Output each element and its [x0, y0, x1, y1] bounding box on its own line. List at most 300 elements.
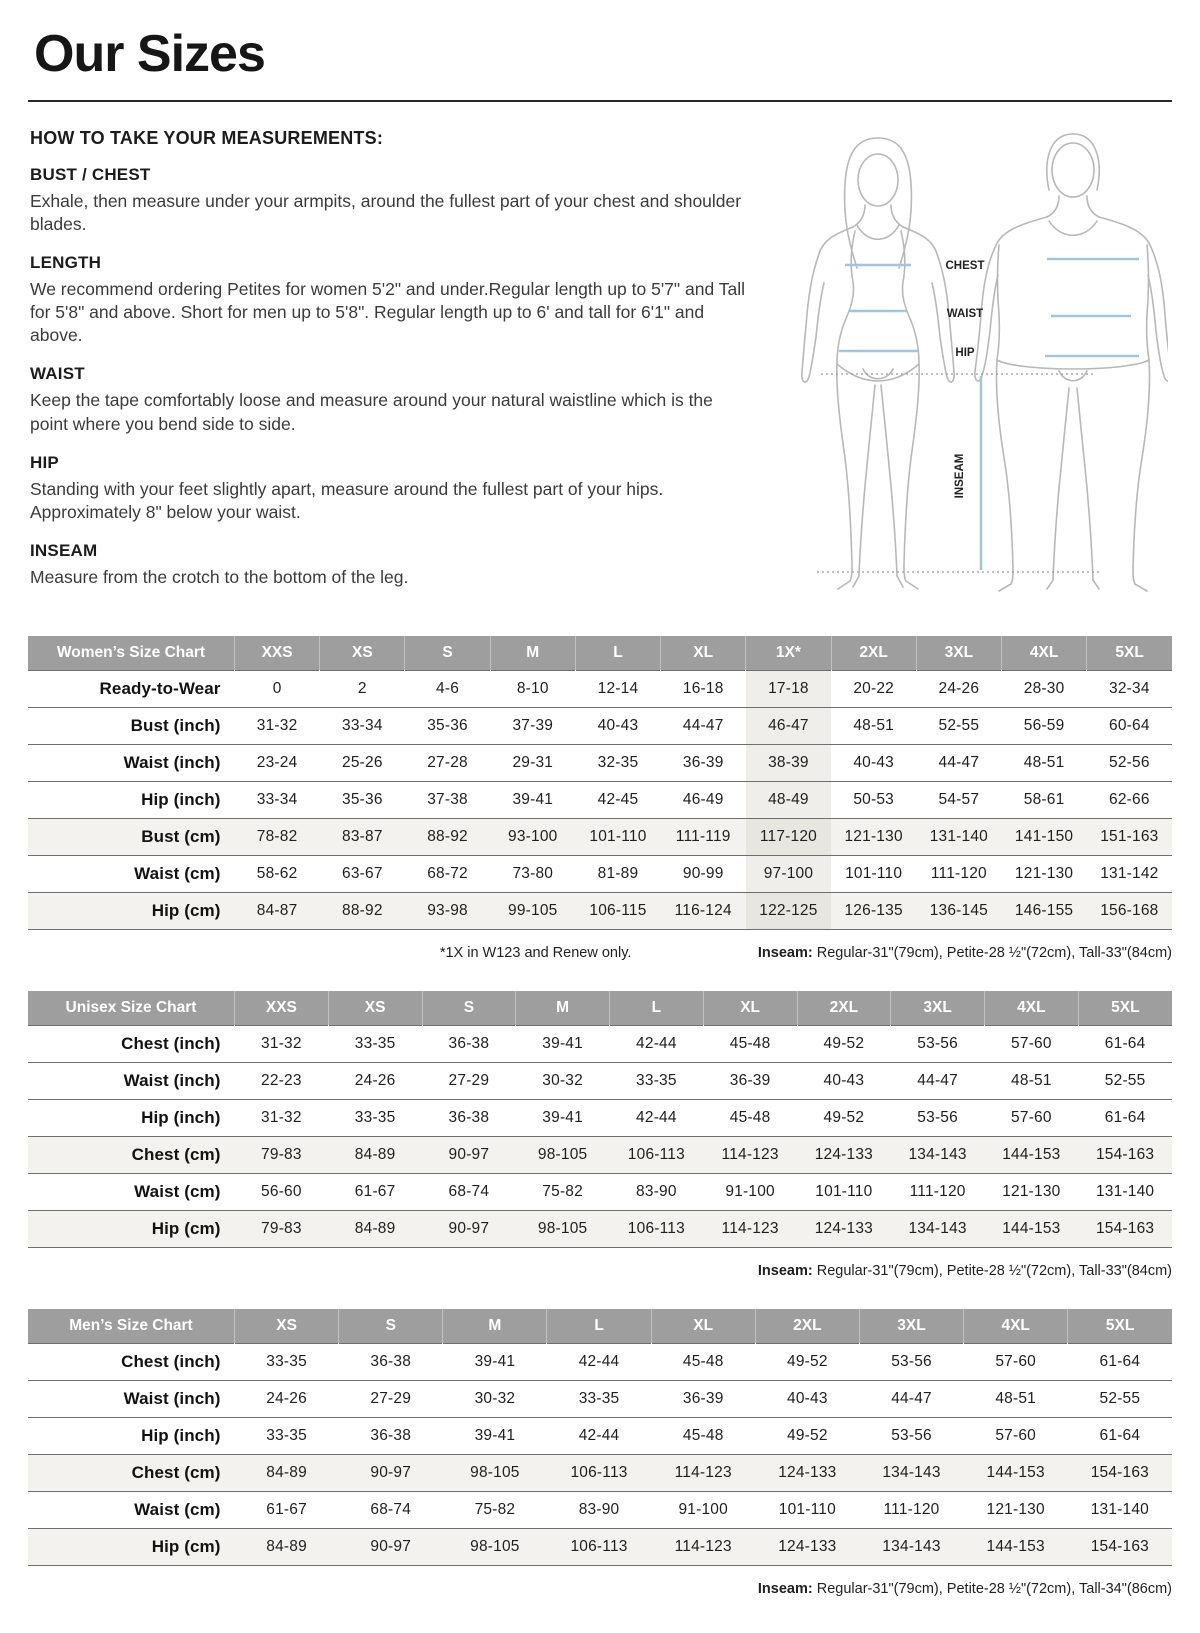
size-table-title: Unisex Size Chart — [28, 991, 235, 1026]
size-cell: 106-113 — [547, 1454, 651, 1491]
size-cell: 62-66 — [1087, 781, 1172, 818]
size-row-label: Hip (cm) — [28, 892, 235, 929]
size-cell: 53-56 — [891, 1025, 985, 1062]
size-column-header: 2XL — [831, 636, 916, 671]
size-cell: 63-67 — [320, 855, 405, 892]
size-cell: 33-35 — [328, 1025, 422, 1062]
size-cell: 124-133 — [797, 1210, 891, 1247]
size-cell: 111-120 — [859, 1491, 963, 1528]
size-cell: 44-47 — [661, 707, 746, 744]
size-cell: 44-47 — [859, 1380, 963, 1417]
size-cell: 144-153 — [964, 1454, 1068, 1491]
size-cell: 121-130 — [985, 1173, 1079, 1210]
mens-footnotes — [28, 1581, 1172, 1597]
size-row-label: Bust (cm) — [28, 818, 235, 855]
size-row-label: Hip (cm) — [28, 1528, 235, 1565]
size-column-header: L — [610, 991, 704, 1026]
instruction-section-text: Keep the tape comfortably loose and measure around your natural waistline which is the point where you bend side to side. — [30, 390, 713, 434]
size-cell: 144-153 — [985, 1136, 1079, 1173]
size-column-header: XL — [661, 636, 746, 671]
inseam-footnote-label: Inseam: — [757, 1262, 813, 1279]
waist-label: WAIST — [946, 308, 983, 320]
size-cell: 30-32 — [443, 1380, 547, 1417]
size-cell: 58-61 — [1001, 781, 1086, 818]
inseam-footnote-text: Regular-31"(79cm), Petite-28 ½"(72cm), Tall-34"(86cm) — [812, 1580, 1172, 1597]
size-column-header: 5XL — [1078, 991, 1172, 1026]
instruction-section — [30, 541, 788, 589]
size-cell: 12-14 — [575, 670, 660, 707]
size-cell: 83-90 — [547, 1491, 651, 1528]
inseam-footnote-text: Regular-31"(79cm), Petite-28 ½"(72cm), Tall-33"(84cm) — [812, 944, 1172, 961]
size-cell: 68-72 — [405, 855, 490, 892]
size-row-label: Hip (inch) — [28, 781, 235, 818]
figure-outlines — [801, 134, 1167, 591]
size-cell: 81-89 — [575, 855, 660, 892]
hip-label: HIP — [954, 347, 975, 359]
size-cell: 40-43 — [797, 1062, 891, 1099]
size-cell: 52-55 — [1078, 1062, 1172, 1099]
size-column-header: 4XL — [985, 991, 1079, 1026]
size-cell: 111-120 — [916, 855, 1001, 892]
size-cell: 84-89 — [235, 1454, 339, 1491]
size-column-header: L — [575, 636, 660, 671]
size-cell: 33-34 — [235, 781, 320, 818]
size-cell: 75-82 — [443, 1491, 547, 1528]
size-cell: 42-44 — [610, 1099, 704, 1136]
size-cell: 84-87 — [235, 892, 320, 929]
unisex-size-table — [28, 991, 1172, 1248]
size-column-header: XL — [651, 1309, 755, 1344]
instruction-section — [30, 253, 788, 347]
size-cell: 146-155 — [1001, 892, 1086, 929]
inseam-footnote-label: Inseam: — [757, 944, 813, 961]
size-cell: 73-80 — [490, 855, 575, 892]
size-column-header: 4XL — [964, 1309, 1068, 1344]
size-cell: 106-113 — [547, 1528, 651, 1565]
size-table-header-row — [28, 636, 1172, 671]
size-cell: 27-29 — [422, 1062, 516, 1099]
size-cell: 61-67 — [328, 1173, 422, 1210]
size-table-row — [28, 707, 1172, 744]
size-cell: 24-26 — [328, 1062, 422, 1099]
size-table-row — [28, 1099, 1172, 1136]
size-cell: 56-59 — [1001, 707, 1086, 744]
size-cell: 116-124 — [661, 892, 746, 929]
measurement-guide — [28, 126, 1172, 606]
instruction-section-label: HIP — [30, 452, 59, 472]
size-column-header: 4XL — [1001, 636, 1086, 671]
size-cell: 52-56 — [1087, 744, 1172, 781]
page-title: Our Sizes — [34, 25, 265, 83]
size-table-row — [28, 1343, 1172, 1380]
size-cell: 61-64 — [1078, 1025, 1172, 1062]
size-table-header-row — [28, 991, 1172, 1026]
size-cell: 134-143 — [859, 1454, 963, 1491]
size-cell: 44-47 — [891, 1062, 985, 1099]
size-cell: 40-43 — [755, 1380, 859, 1417]
size-cell: 37-38 — [405, 781, 490, 818]
size-cell: 124-133 — [755, 1528, 859, 1565]
size-cell: 144-153 — [964, 1528, 1068, 1565]
size-row-label: Ready-to-Wear — [28, 670, 235, 707]
instruction-section-text: Measure from the crotch to the bottom of the leg. — [30, 566, 409, 587]
instruction-section-label: BUST / CHEST — [30, 165, 151, 184]
size-cell: 24-26 — [916, 670, 1001, 707]
size-cell: 131-140 — [1078, 1173, 1172, 1210]
womens-size-chart-section — [28, 636, 1172, 961]
size-column-header: S — [422, 991, 516, 1026]
size-column-header: L — [547, 1309, 651, 1344]
size-cell: 106-113 — [610, 1210, 704, 1247]
size-table-row — [28, 1136, 1172, 1173]
size-cell: 0 — [235, 670, 320, 707]
size-cell: 4-6 — [405, 670, 490, 707]
mens-inseam-footnote — [758, 1581, 1172, 1597]
size-cell: 36-38 — [339, 1417, 443, 1454]
size-table-title: Men’s Size Chart — [28, 1309, 235, 1344]
size-table-row — [28, 1062, 1172, 1099]
size-cell: 101-110 — [755, 1491, 859, 1528]
instruction-section-label: INSEAM — [30, 540, 98, 560]
size-cell: 136-145 — [916, 892, 1001, 929]
size-cell: 24-26 — [235, 1380, 339, 1417]
size-row-label: Hip (inch) — [28, 1417, 235, 1454]
size-cell: 57-60 — [964, 1417, 1068, 1454]
size-column-header: XS — [320, 636, 405, 671]
size-cell: 39-41 — [443, 1417, 547, 1454]
size-cell: 36-38 — [422, 1025, 516, 1062]
size-row-label: Chest (inch) — [28, 1025, 235, 1062]
size-cell: 48-49 — [746, 781, 831, 818]
size-table-row — [28, 1173, 1172, 1210]
size-cell: 49-52 — [755, 1417, 859, 1454]
size-cell: 33-35 — [547, 1380, 651, 1417]
size-cell: 2 — [320, 670, 405, 707]
size-cell: 111-119 — [661, 818, 746, 855]
size-cell: 48-51 — [831, 707, 916, 744]
size-table-row — [28, 744, 1172, 781]
size-cell: 61-64 — [1078, 1099, 1172, 1136]
size-cell: 39-41 — [490, 781, 575, 818]
size-cell: 84-89 — [328, 1210, 422, 1247]
size-cell: 48-51 — [985, 1062, 1079, 1099]
size-cell: 90-97 — [422, 1136, 516, 1173]
size-cell: 53-56 — [859, 1417, 963, 1454]
size-cell: 97-100 — [746, 855, 831, 892]
size-column-header: 3XL — [916, 636, 1001, 671]
size-cell: 53-56 — [891, 1099, 985, 1136]
chest-label: CHEST — [945, 260, 984, 272]
size-cell: 49-52 — [797, 1099, 891, 1136]
womens-size-table — [28, 636, 1172, 930]
size-cell: 20-22 — [831, 670, 916, 707]
title-divider — [28, 100, 1172, 102]
size-cell: 144-153 — [985, 1210, 1079, 1247]
size-cell: 88-92 — [320, 892, 405, 929]
size-cell: 88-92 — [405, 818, 490, 855]
size-table-row — [28, 892, 1172, 929]
size-cell: 83-90 — [610, 1173, 704, 1210]
size-cell: 52-55 — [1068, 1380, 1172, 1417]
womens-1x-footnote: *1X in W123 and Renew only. — [439, 944, 632, 961]
size-cell: 61-67 — [235, 1491, 339, 1528]
size-cell: 99-105 — [490, 892, 575, 929]
size-cell: 124-133 — [797, 1136, 891, 1173]
instruction-section-text: Exhale, then measure under your armpits, around the fullest part of your chest and shoulder blades. — [30, 191, 742, 235]
size-cell: 36-38 — [339, 1343, 443, 1380]
size-cell: 40-43 — [831, 744, 916, 781]
size-cell: 106-113 — [610, 1136, 704, 1173]
size-cell: 39-41 — [516, 1099, 610, 1136]
size-column-header: XL — [703, 991, 797, 1026]
size-table-row — [28, 1025, 1172, 1062]
size-cell: 114-123 — [651, 1528, 755, 1565]
size-cell: 57-60 — [985, 1025, 1079, 1062]
size-cell: 121-130 — [1001, 855, 1086, 892]
size-cell: 154-163 — [1078, 1136, 1172, 1173]
size-row-label: Chest (cm) — [28, 1454, 235, 1491]
size-cell: 84-89 — [235, 1528, 339, 1565]
size-cell: 22-23 — [235, 1062, 329, 1099]
unisex-footnotes — [28, 1263, 1172, 1279]
size-cell: 134-143 — [859, 1528, 963, 1565]
size-cell: 38-39 — [746, 744, 831, 781]
size-column-header: M — [443, 1309, 547, 1344]
size-cell: 154-163 — [1068, 1528, 1172, 1565]
size-cell: 36-38 — [422, 1099, 516, 1136]
size-cell: 57-60 — [985, 1099, 1079, 1136]
size-row-label: Chest (inch) — [28, 1343, 235, 1380]
size-table-row — [28, 1528, 1172, 1565]
size-column-header: S — [339, 1309, 443, 1344]
instruction-sections — [28, 165, 788, 589]
size-column-header: 3XL — [859, 1309, 963, 1344]
size-cell: 98-105 — [516, 1210, 610, 1247]
size-cell: 57-60 — [964, 1343, 1068, 1380]
size-cell: 30-32 — [516, 1062, 610, 1099]
size-column-header: XXS — [235, 991, 329, 1026]
size-cell: 39-41 — [443, 1343, 547, 1380]
size-cell: 37-39 — [490, 707, 575, 744]
size-cell: 141-150 — [1001, 818, 1086, 855]
size-cell: 45-48 — [651, 1343, 755, 1380]
size-row-label: Waist (cm) — [28, 1491, 235, 1528]
size-column-header: XS — [235, 1309, 339, 1344]
inseam-footnote-text: Regular-31"(79cm), Petite-28 ½"(72cm), Tall-33"(84cm) — [812, 1262, 1172, 1279]
size-cell: 25-26 — [320, 744, 405, 781]
male-face-outline — [1052, 143, 1094, 197]
size-cell: 114-123 — [703, 1136, 797, 1173]
female-hair-outline — [844, 138, 911, 268]
size-cell: 79-83 — [235, 1136, 329, 1173]
size-cell: 49-52 — [797, 1025, 891, 1062]
womens-inseam-footnote — [758, 945, 1172, 961]
size-cell: 114-123 — [651, 1454, 755, 1491]
size-cell: 101-110 — [797, 1173, 891, 1210]
size-cell: 126-135 — [831, 892, 916, 929]
size-cell: 90-99 — [661, 855, 746, 892]
size-cell: 56-60 — [235, 1173, 329, 1210]
size-cell: 121-130 — [964, 1491, 1068, 1528]
size-cell: 27-29 — [339, 1380, 443, 1417]
instruction-section-text: Standing with your feet slightly apart, measure around the fullest part of your hips. Approximately 8" below your waist. — [30, 478, 664, 522]
size-table-row — [28, 1454, 1172, 1491]
size-cell: 36-39 — [661, 744, 746, 781]
size-row-label: Chest (cm) — [28, 1136, 235, 1173]
size-table-row — [28, 670, 1172, 707]
size-cell: 68-74 — [339, 1491, 443, 1528]
size-cell: 79-83 — [235, 1210, 329, 1247]
size-column-header: M — [516, 991, 610, 1026]
size-cell: 131-142 — [1087, 855, 1172, 892]
size-cell: 58-62 — [235, 855, 320, 892]
size-table-row — [28, 818, 1172, 855]
size-cell: 98-105 — [443, 1454, 547, 1491]
size-column-header: 1X* — [746, 636, 831, 671]
size-table-row — [28, 1380, 1172, 1417]
size-cell: 33-35 — [235, 1417, 339, 1454]
size-table-title: Women’s Size Chart — [28, 636, 235, 671]
size-cell: 54-57 — [916, 781, 1001, 818]
size-cell: 17-18 — [746, 670, 831, 707]
size-cell: 52-55 — [916, 707, 1001, 744]
size-row-label: Waist (inch) — [28, 1062, 235, 1099]
size-cell: 46-49 — [661, 781, 746, 818]
size-cell: 46-47 — [746, 707, 831, 744]
size-cell: 27-28 — [405, 744, 490, 781]
size-cell: 154-163 — [1068, 1454, 1172, 1491]
size-cell: 93-100 — [490, 818, 575, 855]
size-table-row — [28, 1210, 1172, 1247]
instruction-section-label: LENGTH — [30, 253, 102, 273]
size-row-label: Hip (inch) — [28, 1099, 235, 1136]
size-cell: 90-97 — [339, 1454, 443, 1491]
size-row-label: Waist (inch) — [28, 744, 235, 781]
size-cell: 32-34 — [1087, 670, 1172, 707]
size-cell: 106-115 — [575, 892, 660, 929]
size-cell: 53-56 — [859, 1343, 963, 1380]
size-cell: 31-32 — [235, 707, 320, 744]
size-cell: 156-168 — [1087, 892, 1172, 929]
size-cell: 91-100 — [703, 1173, 797, 1210]
size-cell: 35-36 — [320, 781, 405, 818]
size-cell: 16-18 — [661, 670, 746, 707]
size-cell: 33-35 — [235, 1343, 339, 1380]
size-table-row — [28, 855, 1172, 892]
size-cell: 45-48 — [703, 1025, 797, 1062]
size-cell: 134-143 — [891, 1136, 985, 1173]
size-cell: 42-44 — [547, 1417, 651, 1454]
size-cell: 45-48 — [651, 1417, 755, 1454]
size-cell: 114-123 — [703, 1210, 797, 1247]
size-cell: 33-35 — [610, 1062, 704, 1099]
unisex-size-chart-section — [28, 991, 1172, 1279]
size-column-header: 3XL — [891, 991, 985, 1026]
size-column-header: XXS — [235, 636, 320, 671]
size-cell: 8-10 — [490, 670, 575, 707]
size-column-header: 5XL — [1087, 636, 1172, 671]
size-cell: 48-51 — [1001, 744, 1086, 781]
size-cell: 68-74 — [422, 1173, 516, 1210]
size-row-label: Waist (inch) — [28, 1380, 235, 1417]
size-cell: 101-110 — [831, 855, 916, 892]
size-cell: 36-39 — [651, 1380, 755, 1417]
size-cell: 111-120 — [891, 1173, 985, 1210]
instruction-section — [30, 364, 788, 435]
size-cell: 42-44 — [610, 1025, 704, 1062]
size-cell: 84-89 — [328, 1136, 422, 1173]
size-cell: 29-31 — [490, 744, 575, 781]
instruction-section-label: WAIST — [30, 364, 85, 384]
size-table-header-row — [28, 1309, 1172, 1344]
unisex-inseam-footnote — [758, 1263, 1172, 1279]
size-cell: 154-163 — [1078, 1210, 1172, 1247]
size-cell: 83-87 — [320, 818, 405, 855]
inseam-label: INSEAM — [953, 453, 966, 499]
size-cell: 36-39 — [703, 1062, 797, 1099]
size-cell: 98-105 — [516, 1136, 610, 1173]
size-cell: 75-82 — [516, 1173, 610, 1210]
size-cell: 117-120 — [746, 818, 831, 855]
size-cell: 90-97 — [339, 1528, 443, 1565]
size-cell: 39-41 — [516, 1025, 610, 1062]
size-cell: 101-110 — [575, 818, 660, 855]
size-cell: 23-24 — [235, 744, 320, 781]
size-cell: 91-100 — [651, 1491, 755, 1528]
size-row-label: Waist (cm) — [28, 855, 235, 892]
size-cell: 28-30 — [1001, 670, 1086, 707]
size-cell: 61-64 — [1068, 1343, 1172, 1380]
size-cell: 42-45 — [575, 781, 660, 818]
size-cell: 50-53 — [831, 781, 916, 818]
size-cell: 131-140 — [1068, 1491, 1172, 1528]
size-cell: 134-143 — [891, 1210, 985, 1247]
mens-size-table — [28, 1309, 1172, 1566]
instruction-section — [30, 453, 788, 524]
size-column-header: 2XL — [797, 991, 891, 1026]
size-cell: 93-98 — [405, 892, 490, 929]
size-column-header: S — [405, 636, 490, 671]
size-row-label: Hip (cm) — [28, 1210, 235, 1247]
size-column-header: M — [490, 636, 575, 671]
size-cell: 90-97 — [422, 1210, 516, 1247]
size-row-label: Waist (cm) — [28, 1173, 235, 1210]
body-measurement-diagram — [788, 126, 1172, 596]
size-table-row — [28, 1491, 1172, 1528]
size-cell: 49-52 — [755, 1343, 859, 1380]
size-cell: 45-48 — [703, 1099, 797, 1136]
size-table-row — [28, 1417, 1172, 1454]
womens-footnotes — [28, 945, 1172, 961]
size-cell: 98-105 — [443, 1528, 547, 1565]
size-cell: 35-36 — [405, 707, 490, 744]
instruction-section-text: We recommend ordering Petites for women 5'2" and under.Regular length up to 5'7" and Tall for 5'8" and above. Short for men up to 5'8". Regular length up to 6' and tall for 6'1" and above. — [30, 279, 745, 346]
size-table-row — [28, 781, 1172, 818]
size-column-header: 2XL — [755, 1309, 859, 1344]
size-cell: 124-133 — [755, 1454, 859, 1491]
size-cell: 60-64 — [1087, 707, 1172, 744]
size-cell: 121-130 — [831, 818, 916, 855]
size-column-header: XS — [328, 991, 422, 1026]
size-cell: 31-32 — [235, 1025, 329, 1062]
size-row-label: Bust (inch) — [28, 707, 235, 744]
size-cell: 78-82 — [235, 818, 320, 855]
measurement-instructions — [28, 126, 788, 606]
instruction-section — [30, 165, 788, 236]
size-cell: 61-64 — [1068, 1417, 1172, 1454]
size-column-header: 5XL — [1068, 1309, 1172, 1344]
size-cell: 151-163 — [1087, 818, 1172, 855]
